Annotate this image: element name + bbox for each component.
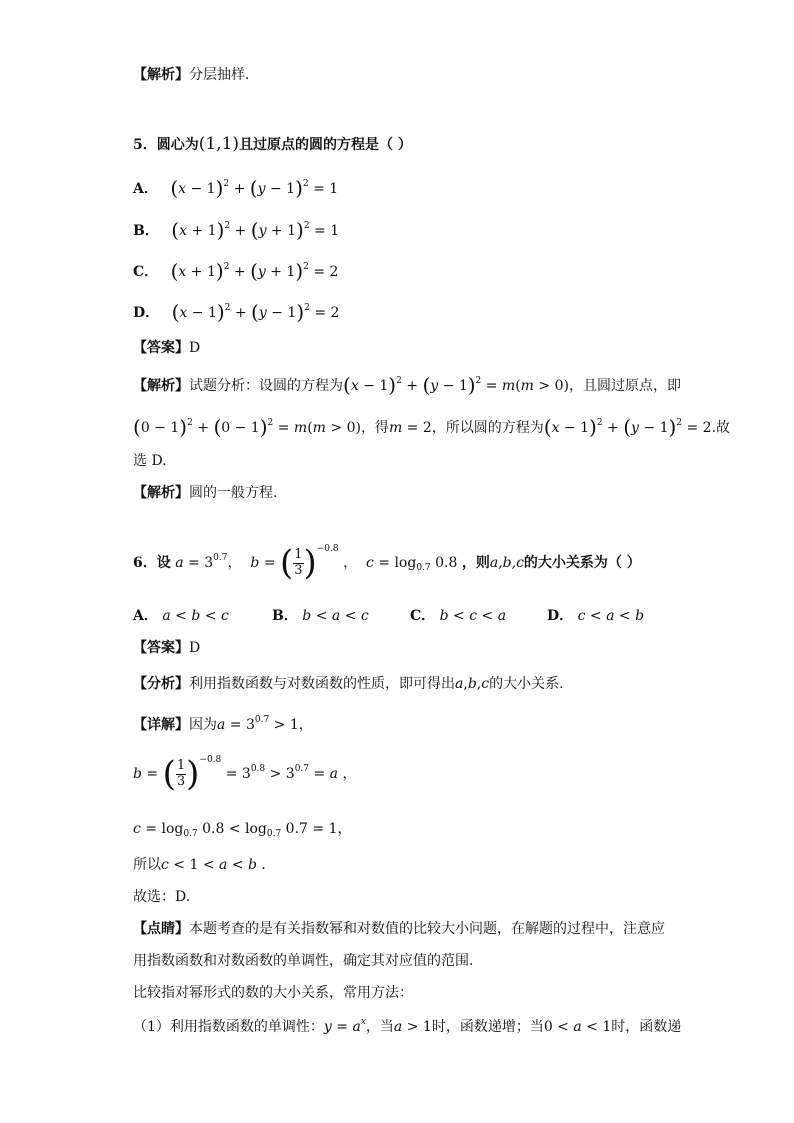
q5-explanation-line2 <box>133 414 730 441</box>
q6-m1-d: 时，函数递 <box>611 1019 682 1035</box>
q5-center: (1,1) <box>198 134 240 154</box>
q6-xj-1: 因为 <box>189 717 217 733</box>
q5-exp-eq2: $(0 - 1)^2 + (0 - 1)^2 = m(m > 0)$ <box>133 415 361 439</box>
q5-answer-tag: 【答案】 <box>133 340 189 356</box>
q6-m1-eq2: a > 1 <box>393 1019 432 1035</box>
q5-b-rhs: = 1 <box>314 223 340 239</box>
q6-fx-abc: a,b,c <box>455 676 490 692</box>
q5-stem <box>133 133 412 156</box>
q6-stem-pre: 6．设 <box>133 555 171 571</box>
q5-exp-2c: .故 <box>711 420 731 436</box>
q6-option-c[interactable]: C． b < c < a <box>410 608 507 624</box>
q5-exp-1b: ，且圆过原点，即 <box>568 378 681 394</box>
q6-option-b[interactable]: B． b < a < c <box>272 608 369 624</box>
q6-stem-end: 的大小关系为（ ） <box>523 555 641 571</box>
analysis-tag: 【解析】 <box>133 67 189 83</box>
q6-xj-eq2: b = ( $\frac{1}{3}$ )$^{-0.8} = 3^{0.8} > 3^{0.7} = a$ ， <box>133 754 357 794</box>
q6-detail-line4 <box>133 856 266 875</box>
q6-answer-tag: 【答案】 <box>133 640 189 656</box>
q5-a-rhs: = 1 <box>313 181 339 197</box>
q6-b-label: B． <box>272 608 298 624</box>
q6-fx-b: 的大小关系. <box>489 676 564 692</box>
q6-analysis <box>133 675 564 694</box>
q5-d-formula: $(x - 1)^2 + (y - 1)^2 = 2$ <box>171 300 340 324</box>
q6-fx-tag: 【分析】 <box>133 676 189 692</box>
q6-m1-c: 时，函数递增；当 <box>431 1019 544 1035</box>
analysis-text: 分层抽样. <box>189 67 250 83</box>
q6-detail-line2 <box>133 754 357 794</box>
q6-xj-eq1: $a = 3^{0.7} > 1$， <box>217 715 313 733</box>
q6-stem-math: $a = 3^{0.7}$， b = ( $\frac{1}{3}$ )$^{-0.8}$ ， $c = \log_{0.7} 0.8$ <box>175 543 462 583</box>
q5-exp-tag: 【解析】 <box>133 378 189 394</box>
q5-stem-post: 且过原点的圆的方程是（ ） <box>239 137 412 153</box>
q5-c-rhs: = 2 <box>313 264 339 280</box>
q6-comment-line2 <box>133 952 473 971</box>
q6-detail-line1 <box>133 716 313 735</box>
q5-answer-value: D <box>189 340 201 356</box>
q5-option-a[interactable] <box>133 175 338 202</box>
q5-option-b[interactable] <box>133 217 339 244</box>
q6-answer-value: D <box>189 640 201 656</box>
q6-stem-post: ，则 <box>461 555 490 571</box>
q6-answer <box>133 639 200 658</box>
q5-kp-text: 圆的一般方程. <box>189 485 278 501</box>
q6-method-1 <box>133 1018 681 1037</box>
q6-m1-eq1: $y = a^x$ <box>323 1017 366 1035</box>
q5-exp-2a: ，得 <box>360 420 389 436</box>
q5-a-formula: $(x - 1)^2 + (y - 1)^2 = 1$ <box>170 176 339 200</box>
q5-d-label: D． <box>133 305 160 321</box>
q5-stem-pre: 5．圆心为 <box>133 137 199 153</box>
q5-c-label: C． <box>133 264 159 280</box>
q6-m1-eq3: 0 < a < 1 <box>543 1019 612 1035</box>
q6-stem <box>133 543 641 583</box>
q5-option-d[interactable] <box>133 299 339 326</box>
q6-choose-text: 故选：D. <box>133 889 191 905</box>
q6-so-pre: 所以 <box>133 857 161 873</box>
q5-c-formula: $(x + 1)^2 + (y + 1)^2 = 2$ <box>170 259 339 283</box>
q5-b-formula: $(x + 1)^2 + (y + 1)^2 = 1$ <box>171 218 340 242</box>
q5-exp-m2: m = 2 <box>388 420 432 436</box>
q5-kp-tag: 【解析】 <box>133 485 189 501</box>
q6-m1-a: （1）利用指数函数的单调性： <box>133 1019 324 1035</box>
q6-comment-line1 <box>133 920 665 939</box>
q6-dj-2: 用指数函数和对数函数的单调性，确定其对应值的范围. <box>133 953 474 969</box>
q6-a-label: A． <box>133 608 158 624</box>
q5-exp-eq1: $(x - 1)^2 + (y - 1)^2 = m(m > 0)$ <box>343 373 569 397</box>
q6-c-label: C． <box>410 608 436 624</box>
q6-fx-a: 利用指数函数与对数函数的性质，即可得出 <box>189 676 455 692</box>
q5-exp-3: 选 D. <box>133 453 167 469</box>
q6-option-a[interactable]: A． a < b < c <box>133 608 229 624</box>
q6-detail-line3 <box>133 820 351 839</box>
q5-b-label: B． <box>133 223 159 239</box>
q6-compare-line <box>133 984 413 1003</box>
q6-xj-tag: 【详解】 <box>133 717 189 733</box>
q5-exp-2b: ，所以圆的方程为 <box>431 420 544 436</box>
q6-cmp: 比较指对幂形式的数的大小关系，常用方法： <box>133 985 413 1001</box>
q6-m1-b: ，当 <box>365 1019 394 1035</box>
q6-choose <box>133 888 190 907</box>
q5-explanation-line1 <box>133 372 681 399</box>
q6-stem-abc: a,b,c <box>489 555 524 571</box>
q5-answer <box>133 339 200 358</box>
q5-option-c[interactable] <box>133 258 338 285</box>
q6-option-d[interactable]: D． c < a < b <box>547 608 645 624</box>
q5-d-rhs: = 2 <box>314 305 340 321</box>
q5-a-label: A． <box>133 181 158 197</box>
q6-dj-1: 本题考查的是有关指数幂和对数值的比较大小问题，在解题的过程中，注意应 <box>189 921 665 937</box>
q5-exp-eq3: $(x - 1)^2 + (y - 1)^2 = 2$ <box>543 415 712 439</box>
q5-exp-1a: 试题分析：设圆的方程为 <box>189 378 343 394</box>
q6-xj-eq3: $c = \log_{0.7} 0.8 < \log_{0.7} 0.7 = 1$， <box>133 821 352 839</box>
q5-explanation-line3 <box>133 452 167 471</box>
q5-knowledge-point <box>133 484 277 503</box>
prev-analysis-line <box>133 66 249 85</box>
q6-so-eq: c < 1 < a < b . <box>161 857 266 873</box>
q6-d-label: D． <box>547 608 574 624</box>
q6-dj-tag: 【点睛】 <box>133 921 189 937</box>
